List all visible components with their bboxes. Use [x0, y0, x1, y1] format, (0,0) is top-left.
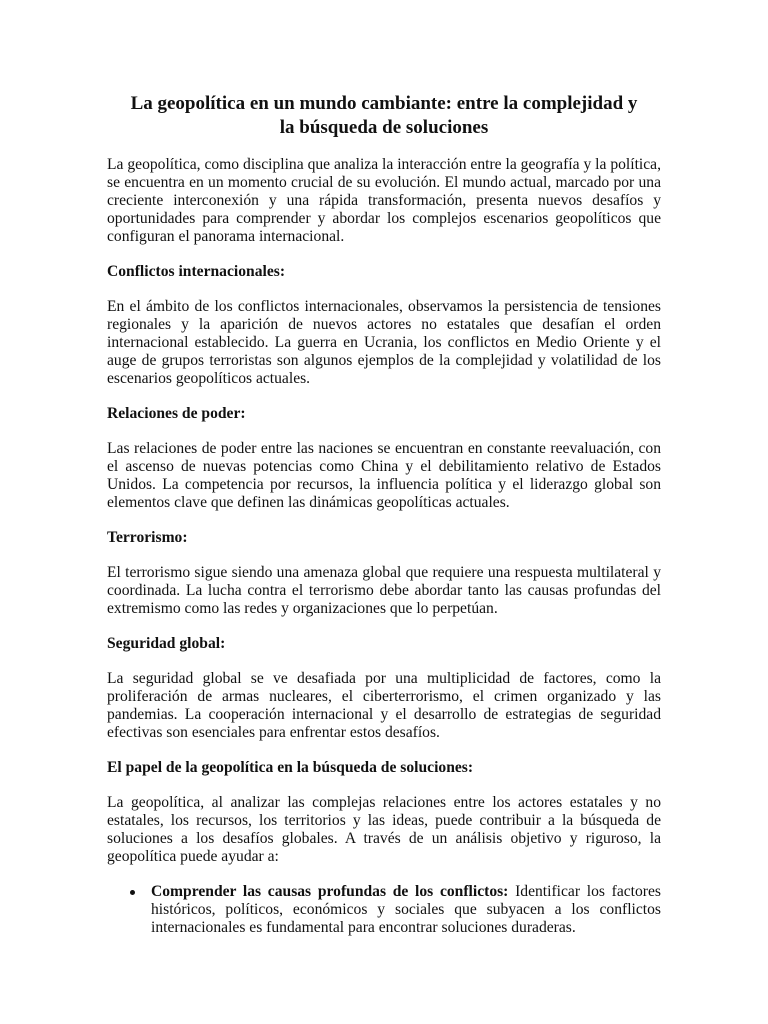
- section-heading-conflicts: Conflictos internacionales:: [107, 263, 286, 280]
- section-body-global-security: La seguridad global se ve desafiada por una multiplicidad de factores, como la proliferación de armas nucleares, el ciberterrorismo, el crimen organizado y las pandemias. La cooperación internacional y el desarrollo de estrategias de seguridad efectivas son esenciales para enfrentar estos desafíos.: [107, 670, 661, 741]
- section-heading-global-security: Seguridad global:: [107, 635, 226, 652]
- document-title-line-1: La geopolítica en un mundo cambiante: entre la complejidad y: [130, 93, 638, 114]
- section-body-power-relations: Las relaciones de poder entre las naciones se encuentran en constante reevaluación, con el ascenso de nuevas potencias como China y el debilitamiento relativo de Estados Unidos. La competencia por recursos, la influencia política y el liderazgo global son elementos clave que definen las dinámicas geopolíticas actuales.: [107, 440, 661, 511]
- intro-paragraph: La geopolítica, como disciplina que analiza la interacción entre la geografía y la política, se encuentra en un momento crucial de su evolución. El mundo actual, marcado por una creciente interconexión y una rápida transformación, presenta nuevos desafíos y oportunidades para comprender y abordar los complejos escenarios geopolíticos que configuran el panorama internacional.: [107, 156, 661, 245]
- section-body-terrorism: El terrorismo sigue siendo una amenaza global que requiere una respuesta multilateral y coordinada. La lucha contra el terrorismo debe abordar tanto las causas profundas del extremismo como las redes y organizaciones que lo perpetúan.: [107, 564, 661, 617]
- bullet-list: [107, 883, 661, 937]
- bullet-icon: [130, 890, 135, 895]
- list-item: [151, 883, 661, 937]
- section-heading-role-of-geopolitics: El papel de la geopolítica en la búsqueda de soluciones:: [107, 759, 474, 776]
- section-heading-terrorism: Terrorismo:: [107, 529, 188, 546]
- bullet-lead-text: Comprender las causas profundas de los conflictos:: [151, 883, 509, 900]
- document-page: [107, 92, 661, 937]
- bullet-body-text: Identificar los factores históricos, políticos, económicos y sociales que subyacen a los conflictos internacionales es fundamental para encontrar soluciones duraderas.: [151, 883, 661, 936]
- section-body-role-of-geopolitics: La geopolítica, al analizar las complejas relaciones entre los actores estatales y no estatales, los recursos, los territorios y las ideas, puede contribuir a la búsqueda de soluciones a los desafíos globales. A través de un análisis objetivo y riguroso, la geopolítica puede ayudar a:: [107, 794, 661, 865]
- document-title: [107, 92, 661, 140]
- document-title-line-2: la búsqueda de soluciones: [279, 117, 489, 138]
- section-heading-power-relations: Relaciones de poder:: [107, 405, 246, 422]
- section-body-conflicts: En el ámbito de los conflictos internacionales, observamos la persistencia de tensiones regionales y la aparición de nuevos actores no estatales que desafían el orden internacional establecido. La guerra en Ucrania, los conflictos en Medio Oriente y el auge de grupos terroristas son algunos ejemplos de la complejidad y volatilidad de los escenarios geopolíticos actuales.: [107, 298, 661, 387]
